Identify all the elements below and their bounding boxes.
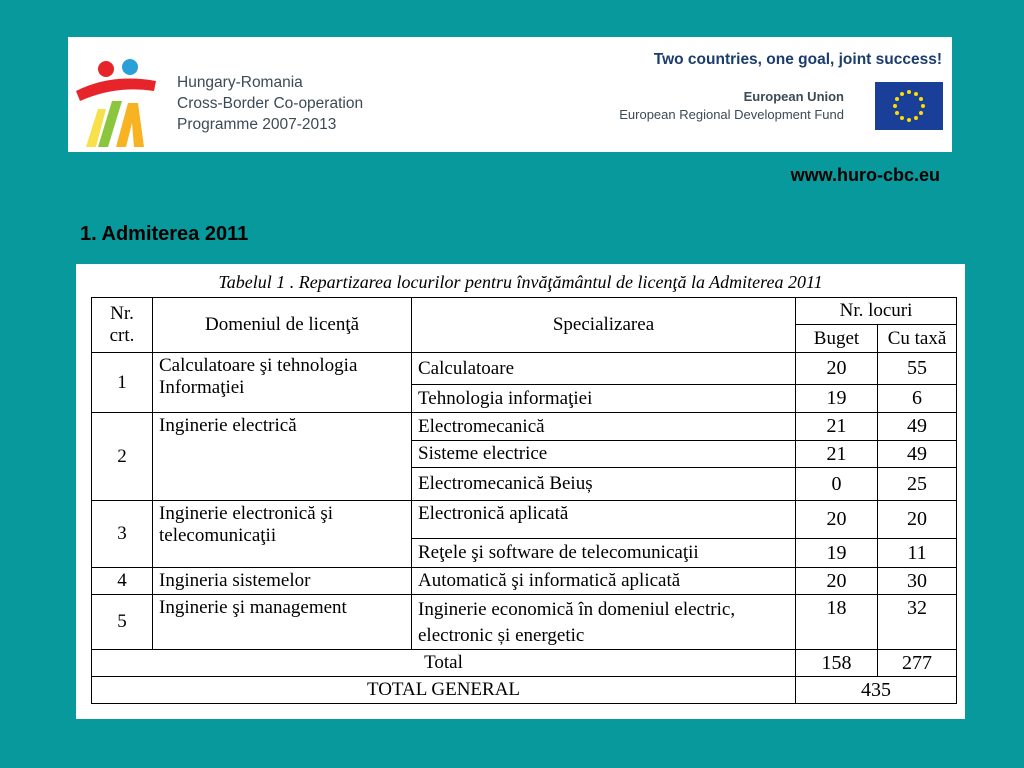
cell-budget: 20 bbox=[796, 353, 878, 385]
cell-domain: Inginerie electrică bbox=[153, 413, 412, 501]
cell-spec: Electromecanică bbox=[412, 413, 796, 441]
slogan: Two countries, one goal, joint success! bbox=[653, 51, 942, 68]
programme-line-2: Cross-Border Co-operation bbox=[177, 95, 364, 112]
header-budget: Buget bbox=[796, 325, 878, 353]
cell-nr: 2 bbox=[92, 413, 153, 501]
eu-flag-icon bbox=[875, 82, 943, 130]
eu-funding-text bbox=[619, 88, 844, 124]
cell-budget: 20 bbox=[796, 501, 878, 539]
cell-fee: 32 bbox=[878, 595, 957, 650]
website-link[interactable]: www.huro-cbc.eu bbox=[790, 165, 940, 185]
total-fee: 277 bbox=[878, 650, 957, 677]
cell-spec: Calculatoare bbox=[412, 353, 796, 385]
cell-fee: 20 bbox=[878, 501, 957, 539]
cell-budget: 18 bbox=[796, 595, 878, 650]
cell-budget: 0 bbox=[796, 468, 878, 501]
cell-nr: 5 bbox=[92, 595, 153, 650]
cell-nr: 3 bbox=[92, 501, 153, 568]
huro-logo-icon bbox=[72, 57, 164, 149]
cell-fee: 49 bbox=[878, 441, 957, 468]
cell-spec: Electronică aplicată bbox=[412, 501, 796, 539]
cell-budget: 21 bbox=[796, 413, 878, 441]
cell-budget: 19 bbox=[796, 539, 878, 568]
programme-line-1: Hungary-Romania bbox=[177, 74, 303, 91]
header-fee: Cu taxă bbox=[878, 325, 957, 353]
programme-line-3: Programme 2007-2013 bbox=[177, 116, 337, 133]
cell-domain: Inginerie electronică şi telecomunicaţii bbox=[153, 501, 412, 568]
table-row bbox=[92, 353, 957, 385]
section-heading: 1. Admiterea 2011 bbox=[80, 223, 249, 245]
cell-domain: Calculatoare şi tehnologia Informaţiei bbox=[153, 353, 412, 413]
table-row bbox=[92, 413, 957, 441]
cell-nr: 1 bbox=[92, 353, 153, 413]
eu-fund-name: European Regional Development Fund bbox=[619, 107, 844, 122]
table-caption: Tabelul 1 . Repartizarea locurilor pentru învăţământul de licenţă la Admiterea 2011 bbox=[218, 272, 823, 292]
table-row bbox=[92, 568, 957, 595]
eu-name: European Union bbox=[743, 89, 844, 104]
cell-spec: Inginerie economică în domeniul electric, electronic și energetic bbox=[412, 595, 796, 650]
cell-fee: 6 bbox=[878, 385, 957, 413]
table-card bbox=[76, 264, 965, 719]
header-specialization: Specializarea bbox=[412, 298, 796, 353]
grand-total-label: TOTAL GENERAL bbox=[92, 677, 796, 704]
cell-budget: 20 bbox=[796, 568, 878, 595]
cell-nr: 4 bbox=[92, 568, 153, 595]
total-budget: 158 bbox=[796, 650, 878, 677]
cell-fee: 30 bbox=[878, 568, 957, 595]
cell-budget: 19 bbox=[796, 385, 878, 413]
header-banner bbox=[68, 37, 952, 152]
header-domain: Domeniul de licenţă bbox=[153, 298, 412, 353]
cell-domain: Ingineria sistemelor bbox=[153, 568, 412, 595]
admission-table bbox=[91, 297, 957, 704]
cell-fee: 49 bbox=[878, 413, 957, 441]
cell-fee: 55 bbox=[878, 353, 957, 385]
cell-domain: Inginerie şi management bbox=[153, 595, 412, 650]
table-row bbox=[92, 595, 957, 650]
cell-spec: Sisteme electrice bbox=[412, 441, 796, 468]
cell-fee: 25 bbox=[878, 468, 957, 501]
grand-total-row bbox=[92, 677, 957, 704]
header-nr: Nr. crt. bbox=[92, 298, 153, 353]
cell-budget: 21 bbox=[796, 441, 878, 468]
cell-spec: Reţele şi software de telecomunicaţii bbox=[412, 539, 796, 568]
total-row bbox=[92, 650, 957, 677]
programme-title bbox=[177, 72, 363, 135]
cell-spec: Electromecanică Beiuș bbox=[412, 468, 796, 501]
table-row bbox=[92, 501, 957, 539]
cell-spec: Tehnologia informaţiei bbox=[412, 385, 796, 413]
cell-fee: 11 bbox=[878, 539, 957, 568]
cell-spec: Automatică şi informatică aplicată bbox=[412, 568, 796, 595]
header-places: Nr. locuri bbox=[796, 298, 957, 325]
grand-total-value: 435 bbox=[796, 677, 957, 704]
total-label: Total bbox=[92, 650, 796, 677]
header-row bbox=[92, 298, 957, 325]
